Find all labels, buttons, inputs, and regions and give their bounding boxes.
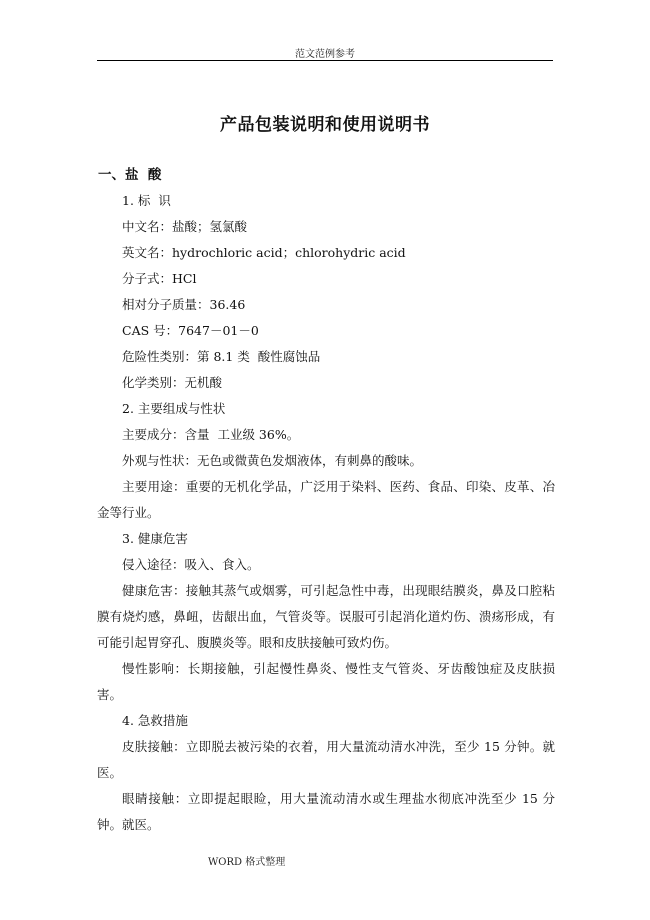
main-use-paragraph: 主要用途：重要的无机化学品，广泛用于染料、医药、食品、印染、皮革、冶金等行业。 [97,479,555,520]
subheading-health-hazards: 3. 健康危害 [122,531,188,546]
section-heading: 一、盐 酸 [98,167,162,183]
molecular-formula-line: 分子式：HCl [122,271,197,286]
exposure-route-line: 侵入途径：吸入、食入。 [122,557,260,572]
page-header: 范文范例参考 [295,49,355,60]
chronic-effects-paragraph: 慢性影响：长期接触，引起慢性鼻炎、慢性支气管炎、牙齿酸蚀症及皮肤损害。 [97,661,555,702]
page-footer: WORD 格式整理 [208,857,286,868]
eye-contact-paragraph: 眼睛接触：立即提起眼睑，用大量流动清水或生理盐水彻底冲洗至少 15 分钟。就医。 [97,791,555,832]
subheading-composition: 2. 主要组成与性状 [122,401,226,416]
document-body [97,162,555,838]
health-hazard-paragraph: 健康危害：接触其蒸气或烟雾，可引起急性中毒，出现眼结膜炎，鼻及口腔粘膜有烧灼感，鼻衄，齿龈出血，气管炎等。误服可引起消化道灼伤、溃疡形成，有可能引起胃穿孔、腹膜炎等。眼和皮肤接触可致灼伤。 [97,583,555,650]
molecular-mass-line: 相对分子质量：36.46 [122,297,246,312]
hazard-class-line: 危险性类别：第 8.1 类 酸性腐蚀品 [122,349,321,364]
subheading-first-aid: 4. 急救措施 [122,713,188,728]
skin-contact-paragraph: 皮肤接触：立即脱去被污染的衣着，用大量流动清水冲洗，至少 15 分钟。就医。 [97,739,555,780]
english-name-line: 英文名：hydrochloric acid；chlorohydric acid [122,245,406,260]
cas-number-line: CAS 号：7647－01－0 [122,323,259,338]
subheading-identification: 1. 标 识 [122,193,171,208]
chemical-class-line: 化学类别：无机酸 [122,375,223,390]
main-component-line: 主要成分：含量 工业级 36%。 [122,427,300,442]
header-divider [97,60,553,61]
document-title: 产品包装说明和使用说明书 [220,115,430,135]
chinese-name-line: 中文名：盐酸；氢氯酸 [122,219,248,234]
appearance-line: 外观与性状：无色或微黄色发烟液体，有刺鼻的酸味。 [122,453,423,468]
